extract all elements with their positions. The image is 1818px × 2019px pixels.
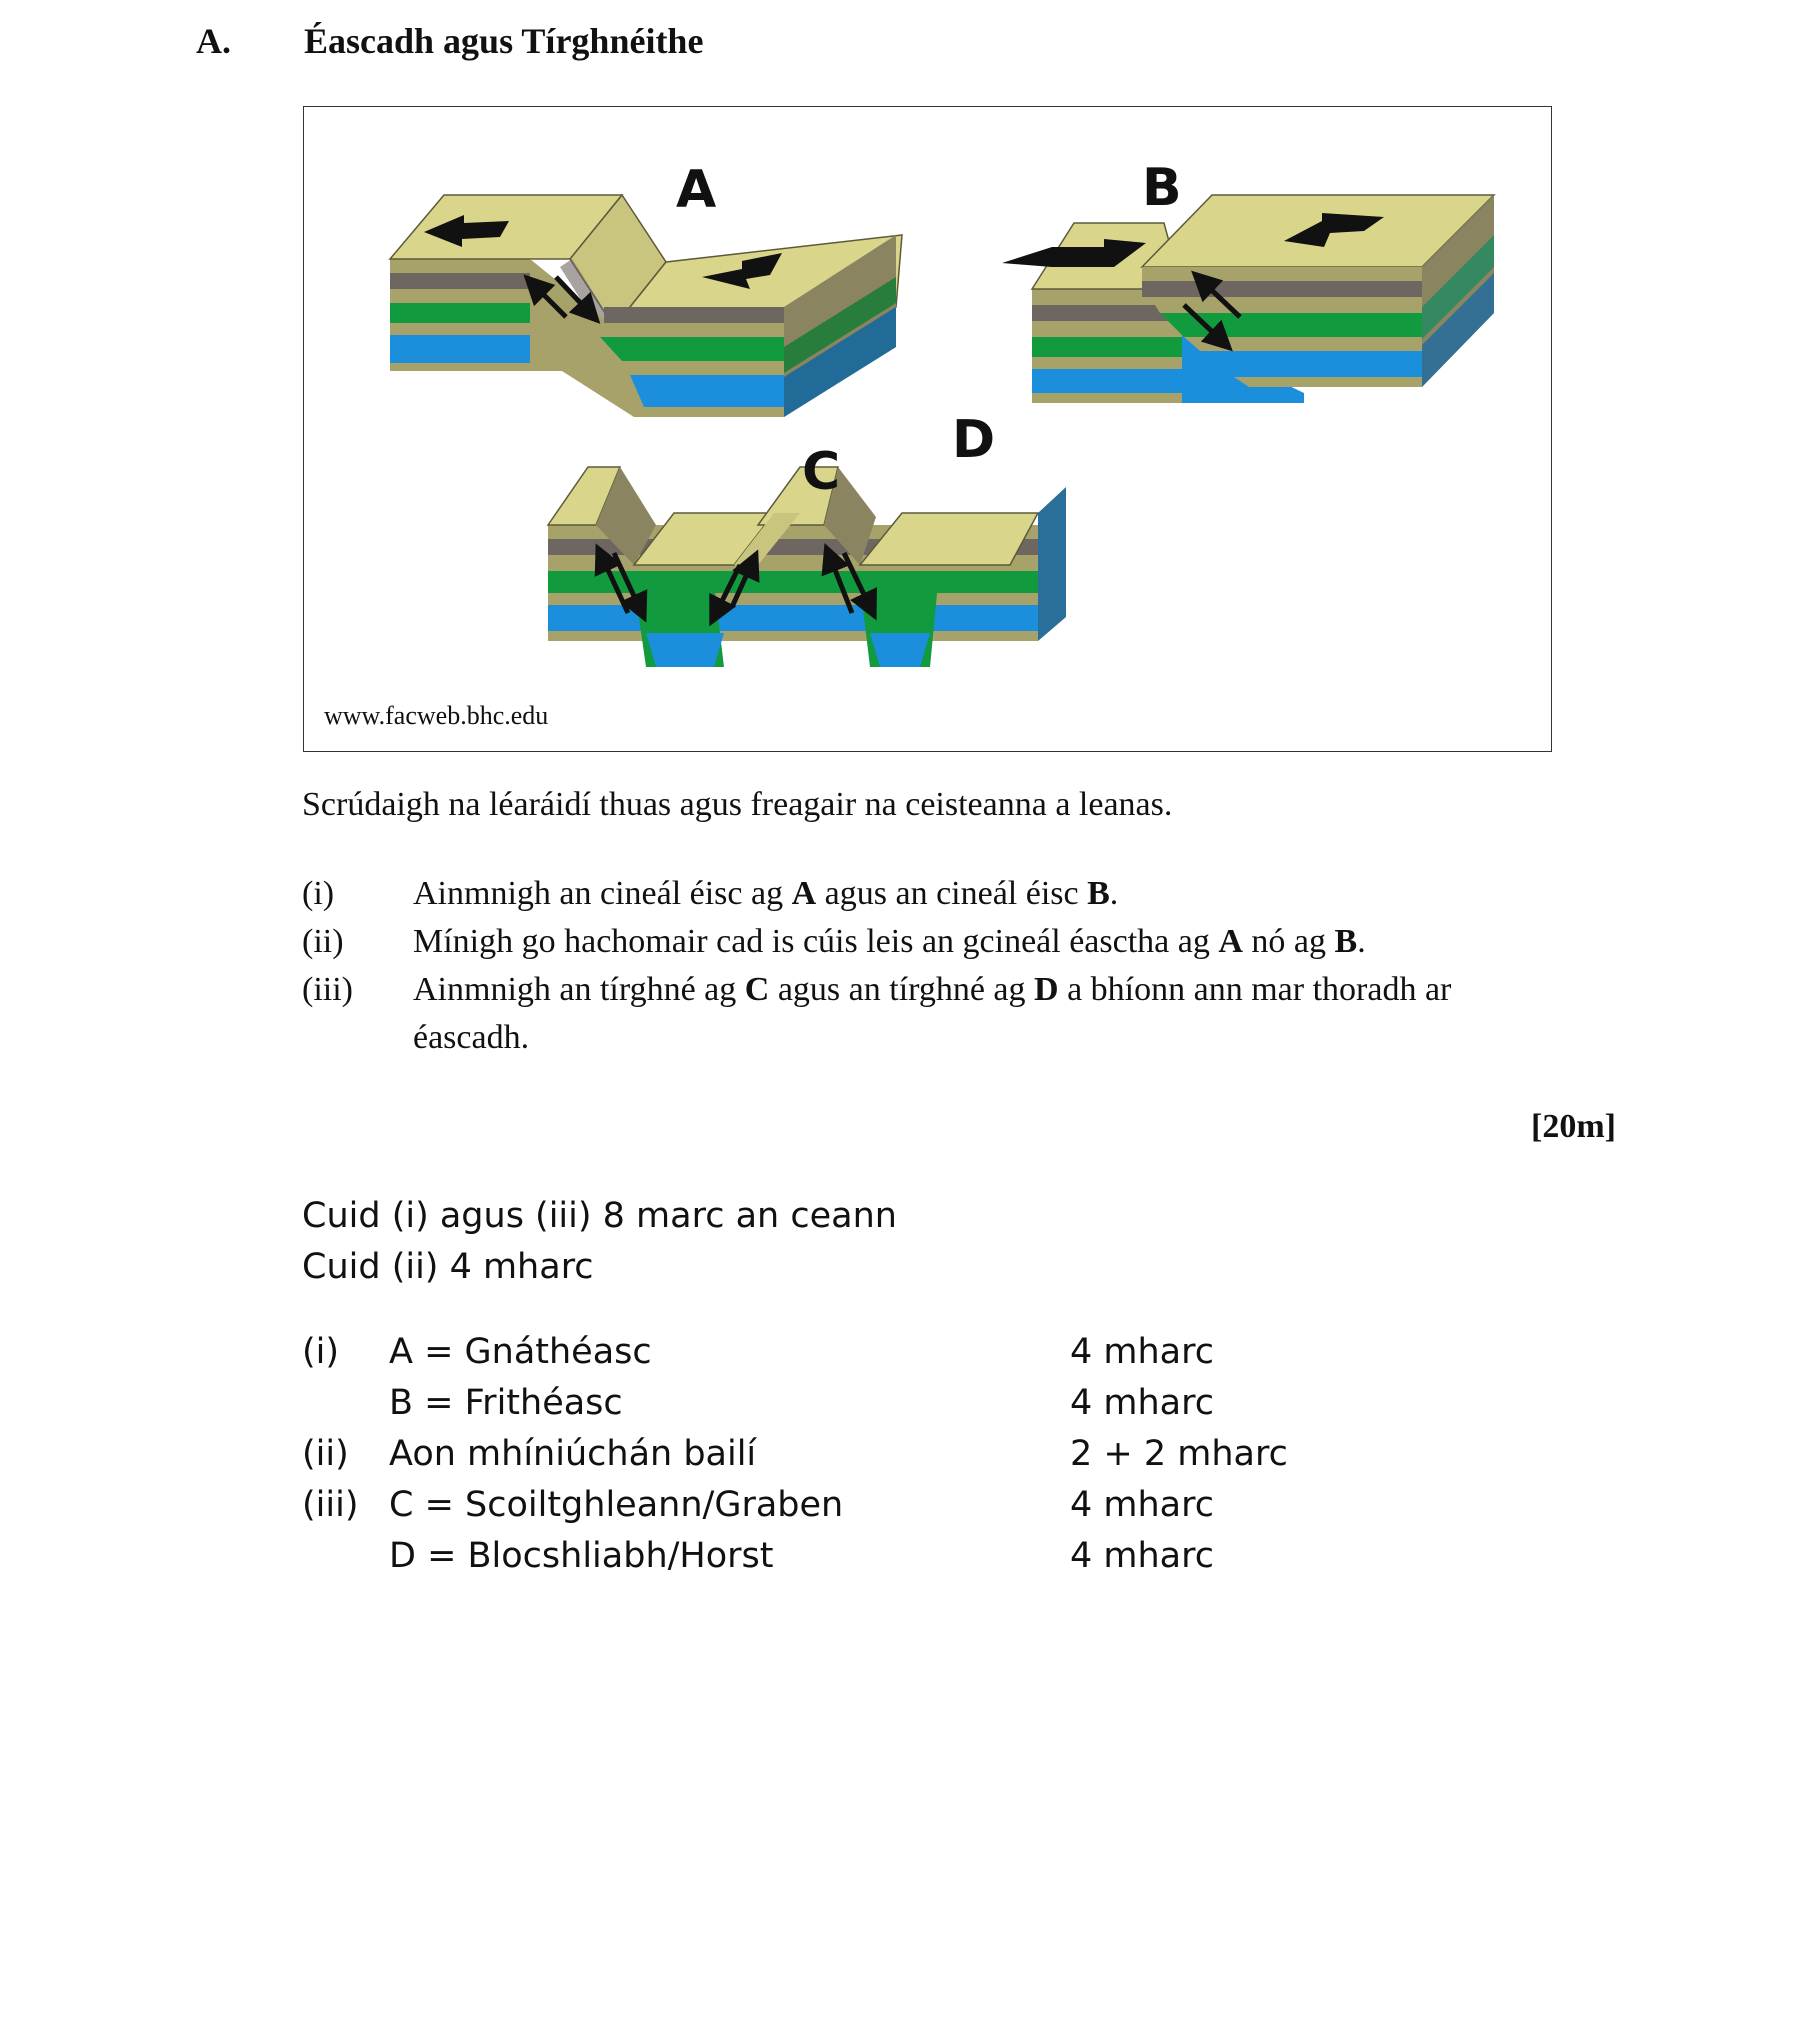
answer-mark: 4 mharc (1070, 1536, 1214, 1576)
reverse-fault-block-b (1002, 195, 1494, 403)
answer-number: (iii) (302, 1485, 359, 1525)
fault-block-diagrams (304, 107, 1552, 752)
question-number: (ii) (302, 923, 344, 960)
question-text: Ainmnigh an cineál éisc ag A agus an cineál éisc B. (413, 875, 1119, 912)
answer-text: B = Frithéasc (389, 1383, 623, 1423)
answer-text: C = Scoiltghleann/Graben (389, 1485, 844, 1525)
figure-source: www.facweb.bhc.edu (324, 701, 549, 730)
answer-mark: 4 mharc (1070, 1485, 1214, 1525)
marking-scheme-line-1: Cuid (i) agus (iii) 8 marc an ceann (302, 1196, 897, 1236)
section-number: A. (196, 21, 231, 61)
label-c: C (802, 442, 841, 502)
question-number: (iii) (302, 971, 353, 1008)
answer-mark: 4 mharc (1070, 1383, 1214, 1423)
answer-number: (ii) (302, 1434, 349, 1474)
answer-mark: 2 + 2 mharc (1070, 1434, 1288, 1474)
answer-text: D = Blocshliabh/Horst (389, 1536, 774, 1576)
label-b: B (1142, 158, 1182, 218)
question-number: (i) (302, 875, 335, 912)
section-title: Éascadh agus Tírghnéithe (304, 21, 704, 61)
label-d: D (952, 410, 996, 470)
question-text: Mínigh go hachomair cad is cúis leis an gcineál éasctha ag A nó ag B. (413, 923, 1366, 960)
answer-text: A = Gnáthéasc (389, 1332, 652, 1372)
label-a: A (676, 160, 717, 220)
instructions: Scrúdaigh na léaráidí thuas agus freagair na ceisteanna a leanas. (302, 786, 1173, 823)
question-text: Ainmnigh an tírghné ag C agus an tírghné ag D a bhíonn ann mar thoradh ar (413, 971, 1452, 1008)
answer-number: (i) (302, 1332, 340, 1372)
answer-mark: 4 mharc (1070, 1332, 1214, 1372)
marking-scheme-line-2: Cuid (ii) 4 mharc (302, 1247, 594, 1287)
normal-fault-block-a (390, 195, 902, 417)
fault-diagram-figure (303, 106, 1552, 752)
total-marks: [20m] (1531, 1108, 1616, 1145)
answer-text: Aon mhíniúchán bailí (389, 1434, 757, 1474)
